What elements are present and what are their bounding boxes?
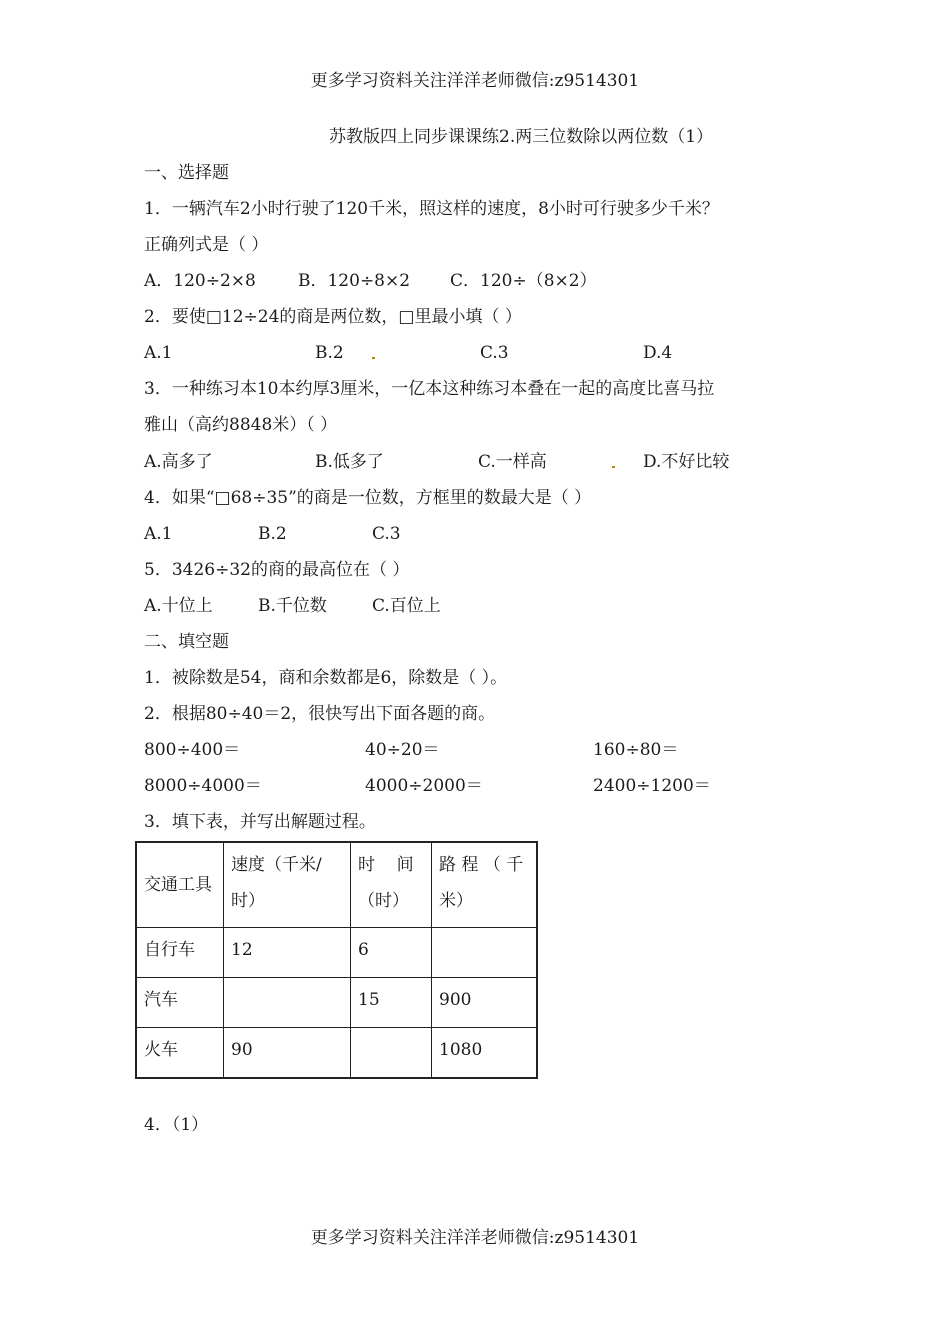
q3-option-c: C.一样高 [478, 452, 547, 472]
vehicle-table [135, 841, 538, 1079]
q5-option-b: B.千位数 [258, 596, 327, 616]
q3-text-cont: 雅山（高约8848米）（ ） [144, 415, 338, 435]
fill-q2-expr: 160÷80＝ [593, 740, 679, 760]
q4-option-c: C.3 [372, 524, 401, 544]
fill-q2-expr: 4000÷2000＝ [365, 776, 483, 796]
time-header-line1: 时 间 [358, 855, 414, 875]
page-header: 更多学习资料关注洋洋老师微信:z9514301 [310, 71, 640, 91]
q1-option-c: C．120÷（8×2） [450, 271, 597, 291]
q3-option-d: D.不好比较 [643, 452, 730, 472]
table-cell-vehicle: 汽车 [136, 978, 224, 1028]
stray-dot [372, 357, 375, 359]
q2-option-a: A.1 [144, 343, 173, 363]
q2-option-d: D.4 [643, 343, 673, 363]
table-cell-speed: 90 [224, 1028, 351, 1079]
q1-text-cont: 正确列式是（ ） [144, 235, 269, 255]
q2-option-b: B.2 [315, 343, 344, 363]
table-cell-time: 6 [351, 928, 432, 978]
q3-option-a: A.高多了 [144, 452, 213, 472]
table-cell-distance [432, 928, 538, 978]
q4-text: 4．如果“□68÷35”的商是一位数，方框里的数最大是（ ） [144, 488, 592, 508]
fill-q1-text: 1．被除数是54，商和余数都是6，除数是（ ）。 [144, 668, 508, 688]
speed-header-line1: 速度（千米/ [231, 855, 322, 875]
distance-header-line1: 路 程 （ 千 [439, 855, 524, 875]
stray-dot [612, 466, 615, 468]
fill-q2-text: 2．根据80÷40＝2，很快写出下面各题的商。 [144, 704, 496, 724]
table-cell-speed [224, 978, 351, 1028]
q3-option-b: B.低多了 [315, 452, 384, 472]
q5-option-a: A.十位上 [144, 596, 213, 616]
fill-q2-expr: 8000÷4000＝ [144, 776, 262, 796]
speed-header-line2: 时） [231, 891, 265, 911]
table-row [136, 1028, 537, 1079]
q3-text: 3．一种练习本10本约厚3厘米，一亿本这种练习本叠在一起的高度比喜马拉 [144, 379, 715, 399]
q2-option-c: C.3 [480, 343, 509, 363]
table-header-row [136, 842, 537, 928]
q1-option-a: A．120÷2×8 [144, 271, 256, 291]
q4-option-a: A.1 [144, 524, 173, 544]
table-cell-vehicle: 自行车 [136, 928, 224, 978]
q5-text: 5．3426÷32的商的最高位在（ ） [144, 560, 410, 580]
page-footer: 更多学习资料关注洋洋老师微信:z9514301 [310, 1228, 640, 1248]
table-header-vehicle: 交通工具 [136, 842, 224, 928]
distance-header-line2: 米） [439, 891, 473, 911]
time-header-line2: （时） [358, 891, 409, 911]
fill-q3-text: 3．填下表，并写出解题过程。 [144, 812, 376, 832]
q5-option-c: C.百位上 [372, 596, 441, 616]
table-row [136, 928, 537, 978]
fill-q2-expr: 40÷20＝ [365, 740, 440, 760]
q1-option-b: B．120÷8×2 [298, 271, 411, 291]
table-header-distance [432, 842, 538, 928]
q2-text: 2．要使□12÷24的商是两位数，□里最小填（ ） [144, 307, 522, 327]
table-cell-distance: 900 [432, 978, 538, 1028]
q4-option-b: B.2 [258, 524, 287, 544]
table-cell-distance: 1080 [432, 1028, 538, 1079]
table-cell-speed: 12 [224, 928, 351, 978]
section1-heading: 一、选择题 [144, 163, 229, 183]
table-header-speed [224, 842, 351, 928]
fill-q4-text: 4．（1） [144, 1115, 209, 1135]
page-title: 苏教版四上同步课课练2.两三位数除以两位数（1） [329, 127, 714, 147]
table-cell-time [351, 1028, 432, 1079]
fill-q2-expr: 2400÷1200＝ [593, 776, 711, 796]
table-row [136, 978, 537, 1028]
table-header-time [351, 842, 432, 928]
section2-heading: 二、填空题 [144, 632, 229, 652]
q1-text: 1．一辆汽车2小时行驶了120千米，照这样的速度，8小时可行驶多少千米？ [144, 199, 719, 219]
table-cell-time: 15 [351, 978, 432, 1028]
table-cell-vehicle: 火车 [136, 1028, 224, 1079]
fill-q2-expr: 800÷400＝ [144, 740, 241, 760]
